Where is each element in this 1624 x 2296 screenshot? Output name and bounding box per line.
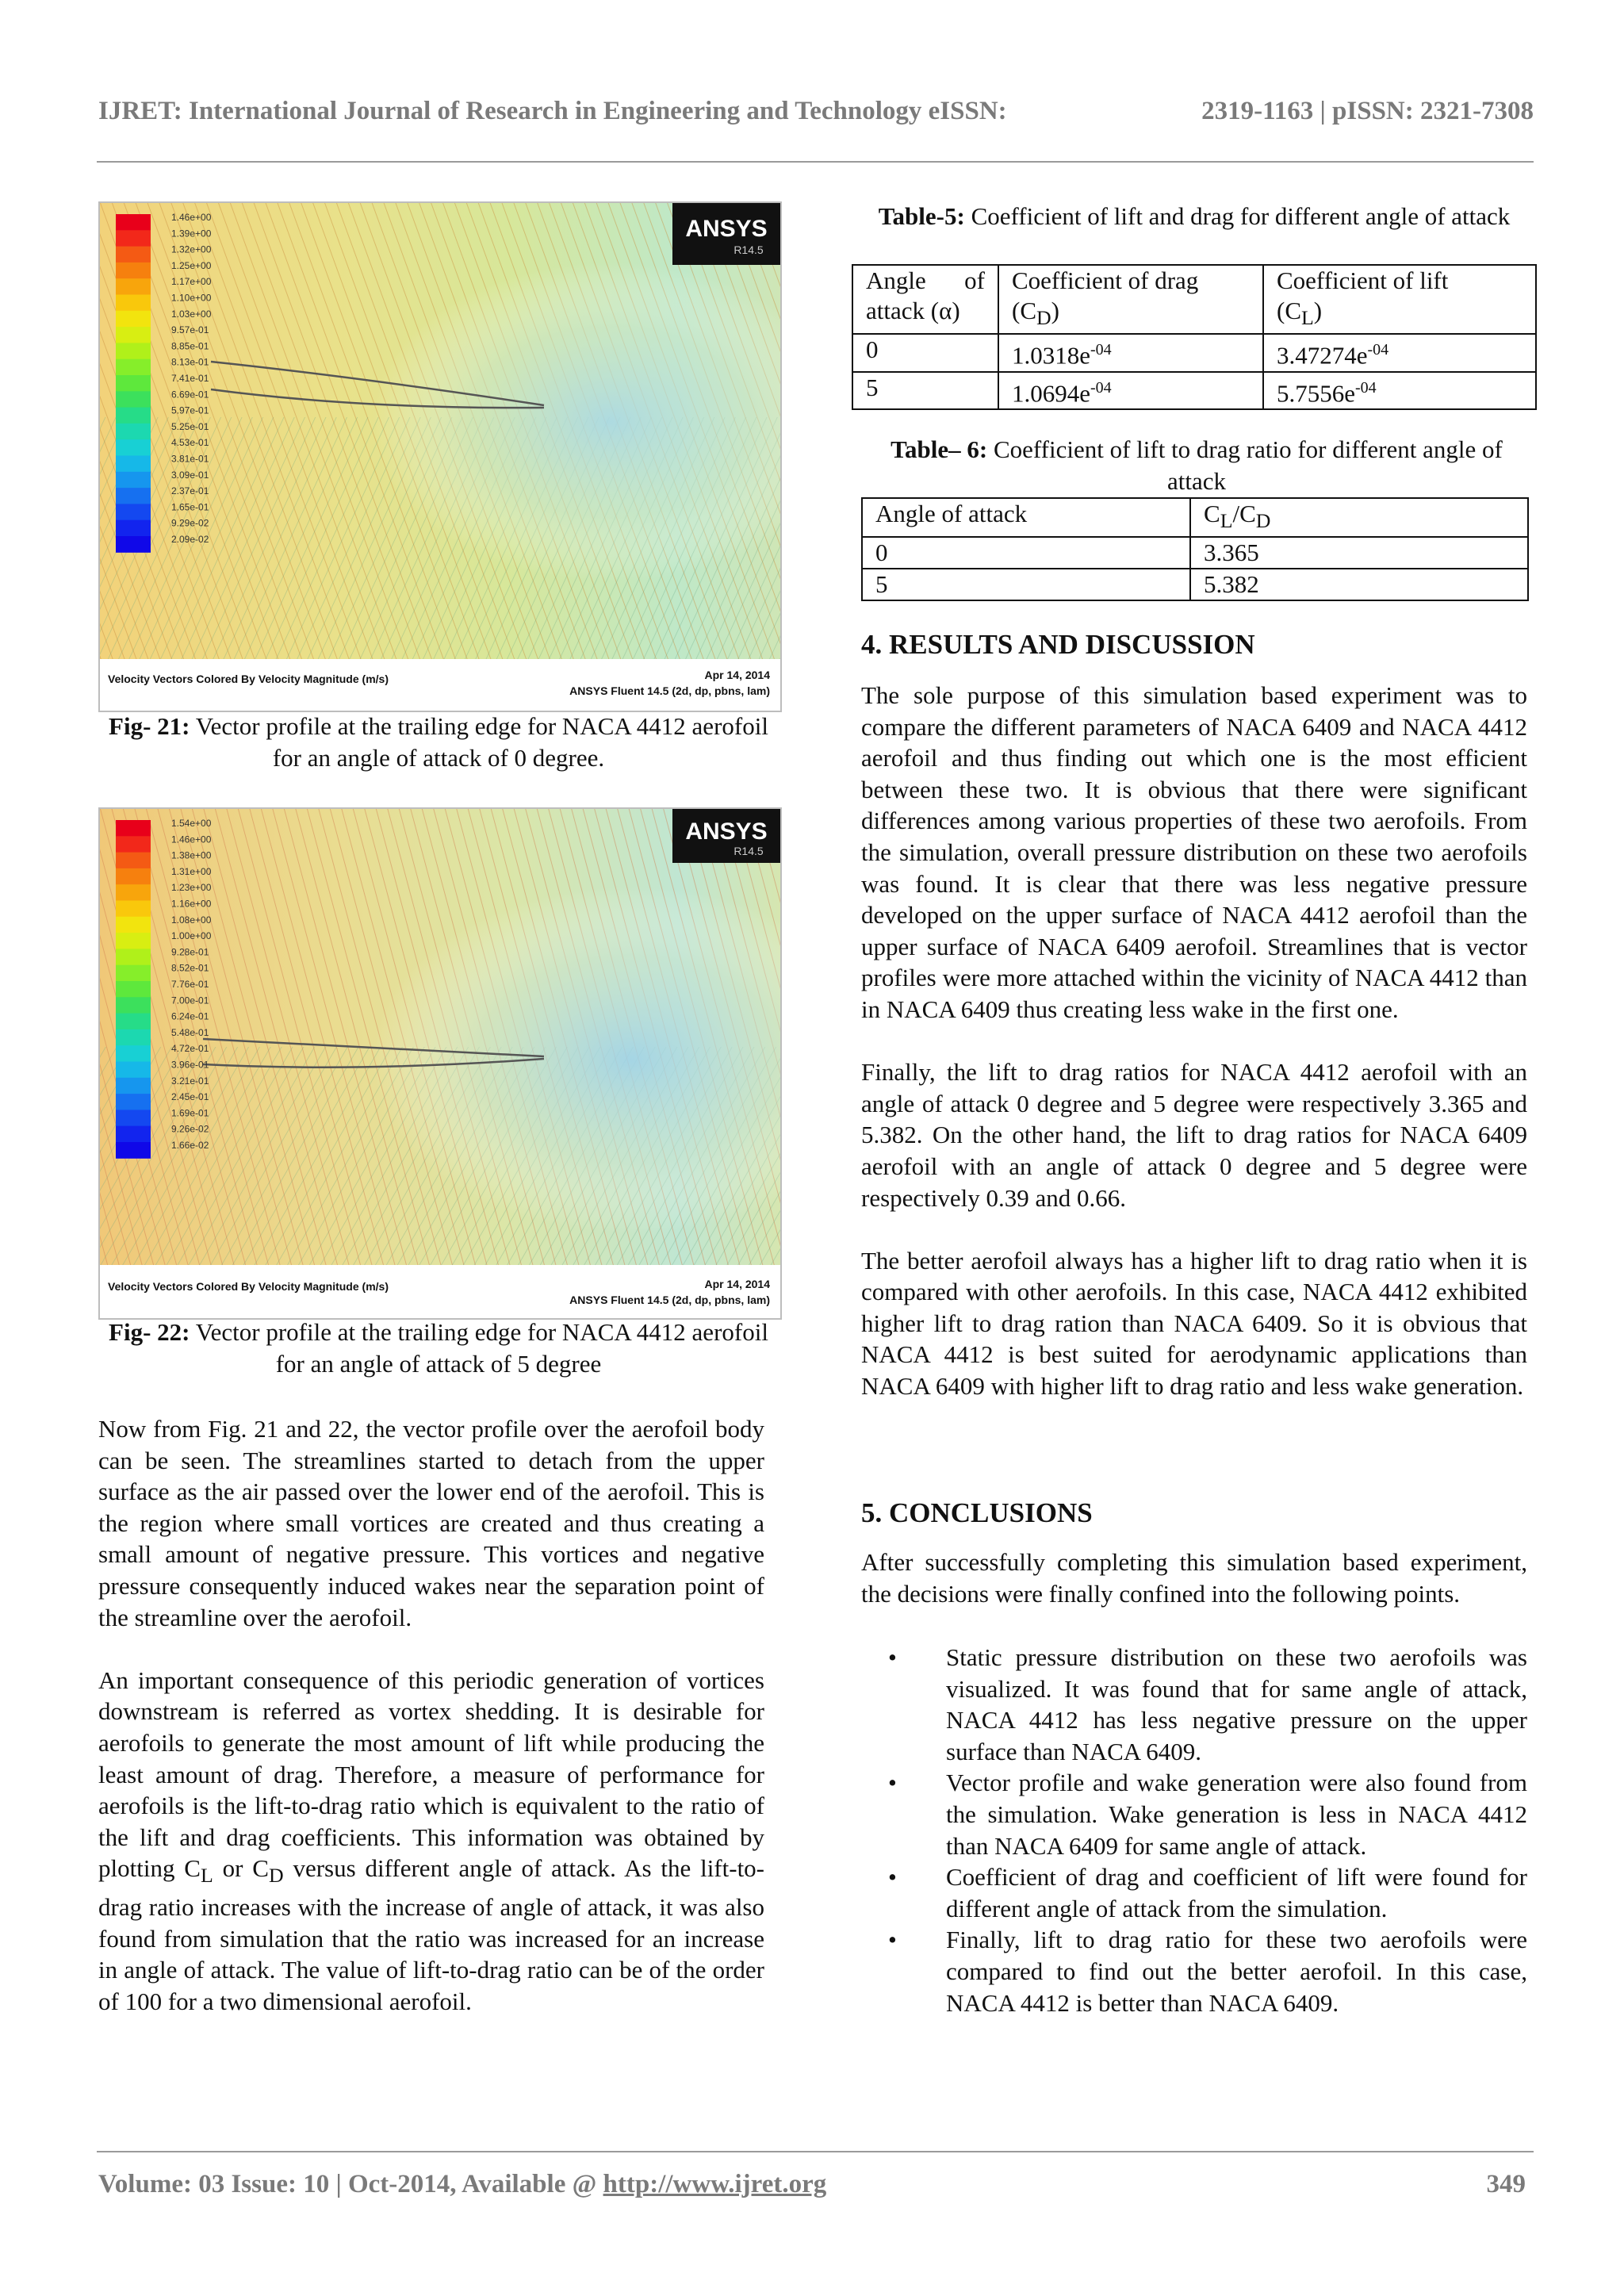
legend-swatch xyxy=(116,439,151,456)
legend-swatch xyxy=(116,836,151,853)
legend-swatch xyxy=(116,214,151,231)
legend-swatch xyxy=(116,868,151,885)
figure-21-image xyxy=(98,201,782,712)
table5-r0-angle: 0 xyxy=(852,334,998,371)
legend-label: 1.23e+00 xyxy=(171,882,212,894)
legend-swatch xyxy=(116,917,151,933)
legend-label: 5.97e-01 xyxy=(171,404,209,416)
table6-header-angle: Angle of attack xyxy=(862,498,1190,537)
fig21-svg xyxy=(100,203,780,711)
bullet-dot: • xyxy=(888,1926,897,1954)
list-item xyxy=(861,1642,1527,1767)
legend-swatch xyxy=(116,1078,151,1094)
legend-swatch xyxy=(116,1045,151,1062)
fig22-logo-version: R14.5 xyxy=(733,845,764,857)
table6-header-ratio xyxy=(1190,498,1528,537)
table6-r1-angle: 5 xyxy=(862,569,1190,600)
legend-label: 3.21e-01 xyxy=(171,1075,209,1087)
results-body xyxy=(861,680,1527,1402)
page-number: 349 xyxy=(1486,2170,1526,2198)
legend-swatch xyxy=(116,295,151,312)
legend-swatch xyxy=(116,536,151,553)
fig22-caption-label: Fig- 22: xyxy=(109,1318,190,1346)
legend-swatch xyxy=(116,820,151,837)
conclusion-4: Finally, lift to drag ratio for these two aerofoils were compared to find out the better aerofoil. In this case, NACA 4412 is better than NACA 6409. xyxy=(946,1926,1527,2017)
legend-label: 7.00e-01 xyxy=(171,995,209,1006)
legend-label: 4.72e-01 xyxy=(171,1043,209,1055)
legend-label: 1.17e+00 xyxy=(171,276,212,288)
table-5 xyxy=(852,264,1537,410)
legend-swatch xyxy=(116,263,151,279)
left-paragraph-2 xyxy=(98,1665,764,2018)
table5-r1-cd-exp: -04 xyxy=(1090,378,1112,397)
legend-label: 1.08e+00 xyxy=(171,914,212,926)
bullet-dot: • xyxy=(888,1863,897,1892)
table5-h1-pre: (C xyxy=(1012,297,1036,324)
legend-swatch xyxy=(116,884,151,901)
legend-swatch xyxy=(116,391,151,408)
results-heading: 4. RESULTS AND DISCUSSION xyxy=(861,629,1255,660)
table5-r0-cd-val: 1.0318e xyxy=(1012,341,1091,370)
legend-label: 7.76e-01 xyxy=(171,979,209,990)
results-paragraph-3: The better aerofoil always has a higher lift to drag ratio when it is compared with other aerofoils. In this case, NACA 4412 exhibited higher lift to drag ration than NACA 6409. So it is obvious that NACA 4412 is best suited for aerodynamic applications than NACA 6409 with higher lift to drag ratio and less wake generation. xyxy=(861,1246,1527,1401)
legend-label: 5.48e-01 xyxy=(171,1026,209,1038)
legend-label: 6.24e-01 xyxy=(171,1010,209,1022)
table5-r0-cl-val: 3.47274e xyxy=(1277,341,1368,370)
legend-swatch xyxy=(116,949,151,965)
legend-swatch xyxy=(116,1126,151,1143)
fig22-footer-left: Velocity Vectors Colored By Velocity Magnitude (m/s) xyxy=(108,1280,389,1293)
legend-swatch xyxy=(116,408,151,424)
legend-label: 8.13e-01 xyxy=(171,356,209,368)
legend-swatch xyxy=(116,488,151,504)
footer-volume xyxy=(98,2170,826,2199)
legend-swatch xyxy=(116,311,151,328)
legend-label: 5.25e-01 xyxy=(171,420,209,432)
table5-r1-cd xyxy=(998,372,1263,409)
legend-swatch xyxy=(116,375,151,392)
legend-label: 4.53e-01 xyxy=(171,437,209,449)
legend-label: 1.10e+00 xyxy=(171,292,212,304)
journal-link[interactable]: http://www.ijret.org xyxy=(603,2170,827,2198)
legend-label: 1.25e+00 xyxy=(171,259,212,271)
legend-label: 1.03e+00 xyxy=(171,308,212,320)
left-p2-sub-l: L xyxy=(200,1864,213,1888)
legend-label: 3.81e-01 xyxy=(171,453,209,465)
table5-r0-cl-exp: -04 xyxy=(1367,341,1389,359)
legend-label: 8.52e-01 xyxy=(171,962,209,974)
legend-swatch xyxy=(116,965,151,982)
table5-h1-post: ) xyxy=(1051,297,1059,324)
table-row xyxy=(862,569,1528,600)
table-6 xyxy=(861,497,1529,601)
figure-21-caption xyxy=(98,711,779,774)
legend-swatch xyxy=(116,1110,151,1126)
fig21-caption-label: Fig- 21: xyxy=(109,712,190,740)
fig21-footer-left: Velocity Vectors Colored By Velocity Magnitude (m/s) xyxy=(108,673,389,685)
legend-swatch xyxy=(116,1094,151,1110)
legend-label: 2.45e-01 xyxy=(171,1091,209,1103)
fig22-logo-text: ANSYS xyxy=(685,818,768,845)
table5-header-angle xyxy=(852,265,998,334)
legend-swatch xyxy=(116,933,151,949)
legend-label: 1.31e+00 xyxy=(171,865,212,877)
left-p2-part-b: or C xyxy=(213,1854,269,1883)
fig21-logo-version: R14.5 xyxy=(733,243,764,256)
legend-swatch xyxy=(116,853,151,869)
legend-swatch xyxy=(116,504,151,520)
legend-swatch xyxy=(116,278,151,295)
legend-swatch xyxy=(116,472,151,489)
table-6-caption xyxy=(861,434,1532,497)
table6-h-l: L xyxy=(1220,509,1233,533)
legend-label: 8.85e-01 xyxy=(171,340,209,352)
journal-title: IJRET: International Journal of Research in Engineering and Technology eISSN: xyxy=(98,97,1007,125)
legend-label: 1.66e-02 xyxy=(171,1140,209,1151)
bullet-dot: • xyxy=(888,1643,897,1671)
table5-r1-cd-val: 1.0694e xyxy=(1012,378,1091,407)
table5-h0: Angle of attack (α) xyxy=(866,266,985,324)
legend-label: 1.54e+00 xyxy=(171,818,212,829)
table-5-caption xyxy=(852,201,1537,232)
legend-label: 1.46e+00 xyxy=(171,212,212,223)
legend-label: 1.00e+00 xyxy=(171,930,212,942)
conclusions-heading: 5. CONCLUSIONS xyxy=(861,1497,1093,1528)
legend-swatch xyxy=(116,327,151,343)
running-header xyxy=(98,97,1534,126)
conclusion-2: Vector profile and wake generation were also found from the simulation. Wake generation is less in NACA 4412 than NACA 6409 for same angle of attack. xyxy=(946,1769,1527,1860)
legend-label: 9.57e-01 xyxy=(171,324,209,336)
list-item xyxy=(861,1767,1527,1861)
legend-label: 1.32e+00 xyxy=(171,243,212,255)
table5-r1-cl xyxy=(1263,372,1536,409)
table6-caption-text: Coefficient of lift to drag ratio for different angle of attack xyxy=(987,435,1503,495)
results-paragraph-2: Finally, the lift to drag ratios for NACA 4412 aerofoil with an angle of attack 0 degree and 5 degree were respectively 3.365 and 5.382. On the other hand, the lift to drag ratios for NACA 6409 aerofoil with an angle of attack 0 degree and 5 degree were respectively 0.39 and 0.66. xyxy=(861,1058,1527,1212)
legend-swatch xyxy=(116,1062,151,1079)
list-item xyxy=(861,1924,1527,2018)
fig22-svg xyxy=(100,809,780,1318)
table5-r1-cl-val: 5.7556e xyxy=(1277,378,1356,407)
legend-label: 1.16e+00 xyxy=(171,898,212,910)
legend-swatch xyxy=(116,997,151,1014)
left-p2-part-a: An important consequence of this periodic generation of vortices downstream is referred as vortex shedding. It is desirable for aerofoils to generate the most amount of lift while producing the least amount of drag. Therefore, a measure of performance for aerofoils is the lift-to-drag ratio which is equivalent to the ratio of the lift and drag coefficients. This information was obtained by plotting C xyxy=(98,1665,764,1883)
table5-header-cd xyxy=(998,265,1263,334)
table5-h2-pre: (C xyxy=(1277,297,1301,324)
table5-header-row xyxy=(852,265,1536,334)
table5-r0-cd xyxy=(998,334,1263,371)
table5-h1-sub: D xyxy=(1036,306,1051,330)
table6-r0-ratio: 3.365 xyxy=(1190,537,1528,569)
conclusion-3: Coefficient of drag and coefficient of lift were found for different angle of attack from the simulation. xyxy=(946,1863,1527,1922)
legend-swatch xyxy=(116,247,151,263)
results-paragraph-1: The sole purpose of this simulation based experiment was to compare the different parameters of NACA 6409 and NACA 4412 aerofoil and thus finding out which one is the most efficient between these two. It is obvious that there were significant differences among various properties of these two aerofoils. From the simulation, overall pressure distribution on these two aerofoils was found. It is clear that there was less negative pressure developed on the upper surface of NACA 4412 aerofoil than the upper surface of NACA 6409 aerofoil. Streamlines that is vector profiles were more attached within the vicinity of NACA 4412 than in NACA 6409 thus creating less wake in the first one. xyxy=(861,681,1527,1023)
legend-label: 9.26e-02 xyxy=(171,1123,209,1135)
list-item xyxy=(861,1861,1527,1924)
legend-swatch xyxy=(116,981,151,998)
table5-r0-cd-exp: -04 xyxy=(1090,341,1112,359)
legend-label: 1.65e-01 xyxy=(171,501,209,513)
legend-swatch xyxy=(116,1029,151,1046)
table5-header-cl xyxy=(1263,265,1536,334)
fig21-footer-software: ANSYS Fluent 14.5 (2d, dp, pbns, lam) xyxy=(569,684,770,697)
fig22-footer-date: Apr 14, 2014 xyxy=(704,1278,770,1290)
legend-swatch xyxy=(116,359,151,376)
legend-swatch xyxy=(116,901,151,918)
legend-label: 6.69e-01 xyxy=(171,389,209,401)
legend-label: 2.37e-01 xyxy=(171,485,209,497)
table5-h2: Coefficient of lift xyxy=(1277,266,1449,294)
issn-numbers: 2319-1163 | pISSN: 2321-7308 xyxy=(1201,97,1534,125)
table6-header-row xyxy=(862,498,1528,537)
legend-swatch xyxy=(116,230,151,247)
legend-swatch xyxy=(116,424,151,440)
left-body-text xyxy=(98,1413,764,2017)
legend-label: 3.96e-01 xyxy=(171,1059,209,1071)
legend-swatch xyxy=(116,520,151,537)
fig21-caption-text: Vector profile at the trailing edge for NACA 4412 aerofoil for an angle of attack of 0 degree. xyxy=(190,712,768,772)
footer-volume-text: Volume: 03 Issue: 10 | Oct-2014, Available @ xyxy=(98,2170,603,2198)
table6-h-d: D xyxy=(1255,509,1271,533)
header-rule xyxy=(97,161,1534,163)
table6-r0-angle: 0 xyxy=(862,537,1190,569)
legend-label: 1.39e+00 xyxy=(171,228,212,240)
table5-h1: Coefficient of drag xyxy=(1012,266,1199,294)
table5-h2-post: ) xyxy=(1313,297,1323,324)
legend-swatch xyxy=(116,1014,151,1030)
table6-r1-ratio: 5.382 xyxy=(1190,569,1528,600)
table-row xyxy=(852,334,1536,371)
legend-label: 1.69e-01 xyxy=(171,1107,209,1119)
fig22-footer-software: ANSYS Fluent 14.5 (2d, dp, pbns, lam) xyxy=(569,1294,770,1306)
table-row xyxy=(852,372,1536,409)
fig21-footer-date: Apr 14, 2014 xyxy=(704,669,770,681)
table5-r0-cl xyxy=(1263,334,1536,371)
table6-h-slash: /C xyxy=(1232,500,1256,527)
page-footer xyxy=(98,2170,1526,2199)
table5-h2-sub: L xyxy=(1301,306,1314,330)
legend-label: 7.41e-01 xyxy=(171,373,209,384)
left-paragraph-1: Now from Fig. 21 and 22, the vector profile over the aerofoil body can be seen. The streamlines started to detach from the upper surface as the air passed over the lower end of the aerofoil. This is the region where small vortices are created and thus creating a small amount of negative pressure. This vortices and negative pressure consequently induced wakes near the separation point of the streamline over the aerofoil. xyxy=(98,1415,764,1631)
table5-label: Table-5: xyxy=(878,202,965,230)
fig22-caption-text: Vector profile at the trailing edge for NACA 4412 aerofoil for an angle of attack of 5 degree xyxy=(190,1318,768,1378)
legend-label: 1.46e+00 xyxy=(171,834,212,845)
legend-label: 9.29e-02 xyxy=(171,517,209,529)
conclusion-1: Static pressure distribution on these two aerofoils was visualized. It was found that for same angle of attack, NACA 4412 has less negative pressure on the upper surface than NACA 6409. xyxy=(946,1643,1527,1765)
table-row xyxy=(862,537,1528,569)
table5-r1-cl-exp: -04 xyxy=(1355,378,1377,397)
legend-swatch xyxy=(116,456,151,473)
legend-label: 3.09e-01 xyxy=(171,469,209,481)
table6-label: Table– 6: xyxy=(891,435,988,463)
legend-swatch xyxy=(116,1142,151,1159)
figure-22-caption xyxy=(98,1317,779,1380)
legend-label: 1.38e+00 xyxy=(171,849,212,861)
table6-h-c: C xyxy=(1204,500,1220,527)
figure-22-image xyxy=(98,807,782,1320)
legend-swatch xyxy=(116,343,151,359)
table5-r1-angle: 5 xyxy=(852,372,998,409)
legend-label: 9.28e-01 xyxy=(171,946,209,958)
fig21-logo-text: ANSYS xyxy=(685,216,768,242)
left-p2-part-c: versus different angle of attack. As the lift-to-drag ratio increases with the increase of angle of attack, it was also found from simulation that the ratio was increased for an increase in angle of attack. The value of lift-to-drag ratio can be of the order of 100 for a two dimensional aerofoil. xyxy=(98,1854,765,2015)
footer-rule xyxy=(97,2151,1534,2152)
conclusions-list xyxy=(861,1642,1527,2018)
conclusions-intro: After successfully completing this simulation based experiment, the decisions were finally confined into the following points. xyxy=(861,1548,1527,1608)
left-p2-sub-d: D xyxy=(268,1864,284,1888)
bullet-dot: • xyxy=(888,1769,897,1797)
legend-label: 2.09e-02 xyxy=(171,534,209,545)
table5-caption-text: Coefficient of lift and drag for different angle of attack xyxy=(964,202,1511,230)
